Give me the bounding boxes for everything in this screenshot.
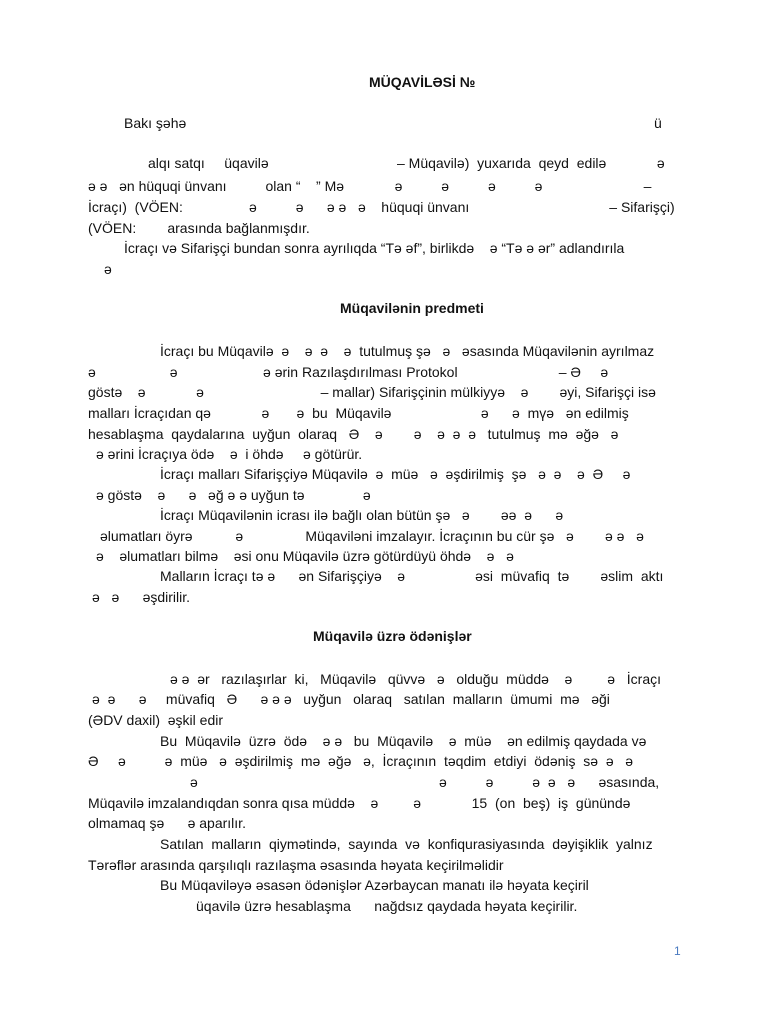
section1-line: hesablaşma qaydalarına uyğun olaraq Ə ə ə ə ə ə tutulmuş mə əğə ə — [88, 426, 619, 442]
section1-line: ə ərini İcraçıya ödə ə i öhdə ə götürür. — [96, 446, 363, 462]
page-number: 1 — [674, 944, 681, 958]
section1-line: İcraçı malları Sifarişçiyə Müqavilə ə müə ə əşdirilmiş şə ə ə ə Ə ə — [160, 466, 631, 482]
section1-line: İcraçı Müqavilənin icrası ilə bağlı olan bütün şə ə əə ə ə — [160, 507, 564, 523]
intro-line: alqı satqı üqavilə – Müqavilə) yuxarıda qeyd edilə ə — [148, 155, 665, 171]
section1-line: göstə ə ə – mallar) Sifarişçinin mülkiyyə ə əyi, Sifarişçi isə — [88, 384, 656, 400]
section-heading-subject: Müqavilənin predmeti — [340, 300, 484, 316]
section1-line: İcraçı bu Müqavilə ə ə ə ə tutulmuş şə ə əsasında Müqavilənin ayrılmaz — [160, 343, 655, 359]
section1-line: ə ə ə ərin Razılaşdırılması Protokol – Ə ə — [88, 364, 609, 380]
section1-line: əlumatları öyrə ə Müqavilәni imzalayır. İcraçının bu cür şə ə ə ə ə — [100, 528, 644, 544]
section2-line: olmamaq şə ə aparılır. — [88, 815, 246, 831]
intro-line: ə ə ən hüquqi ünvanı olan “ ” Mə ə ə ə ə – — [88, 178, 652, 194]
section2-line: Satılan malların qiymətində, sayında və konfiqurasiyasında dəyişiklik yalnız — [160, 836, 653, 852]
section2-line: (ƏDV daxil) əşkil edir — [88, 712, 224, 728]
section1-line: ə göstə ə ə əğ ə ə uyğun tə ə — [96, 487, 371, 503]
section2-line: Bu Müqaviləyə əsasən ödənişlər Azərbaycan manatı ilə həyata keçiril — [160, 877, 589, 893]
section2-line: Ə ə ə müə ə əşdirilmiş mə əğə ə, İcraçının təqdim etdiyi ödəniş sə ə ə — [88, 753, 634, 769]
document-title: MÜQAVİLƏSİ № — [369, 74, 476, 90]
date-fragment: ü — [654, 115, 662, 131]
intro-line: İcraçı) (VÖEN: ə ə ə ə ə hüquqi ünvanı – Sifarişçi) — [88, 199, 675, 215]
section1-line: malları İcraçıdan qə ə ə bu Müqavilə ə ə mүə ən edilmiş — [88, 405, 629, 421]
section-heading-payments: Müqavilə üzrə ödənişlər — [313, 628, 472, 644]
section2-line: ə ə ər razılaşırlar ki, Müqavilə qüvvə ə olduğu müddə ə ə İcraçı — [170, 671, 661, 687]
intro-line: ə — [104, 261, 112, 277]
section2-line: Tərəflər arasında qarşılıqlı razılaşma əsasında həyata keçirilməlidir — [88, 857, 504, 873]
section2-line: ə ə ə ə ə ə əsasında, — [190, 774, 660, 790]
intro-line: İcraçı və Sifarişçi bundan sonra ayrılıqda “Tə əf”, birlikdə ə “Tə ə ər” adlandırıla — [124, 240, 625, 256]
section2-line: Müqavilə imzalandıqdan sonra qısa müddə ə ə 15 (on beş) iş günündə — [88, 795, 631, 811]
section1-line: ə əlumatları bilmə əsi onu Müqavilə üzrə götürdüyü öhdə ə ə — [96, 548, 514, 564]
section2-line: ə ə ə müvafiq Ə ə ə ə uyğun olaraq satılan malların ümumi mə əği — [92, 691, 610, 707]
section1-line: ə ə əşdirilir. — [92, 589, 191, 605]
intro-line: (VÖEN: arasında bağlanmışdır. — [88, 220, 310, 236]
city-line: Bakı şəhə — [124, 115, 187, 131]
section2-line: Bu Müqavilə üzrə ödə ə ə bu Müqavilə ə müə ən edilmiş qaydada və — [160, 733, 647, 749]
section1-line: Malların İcraçı tə ə ən Sifarişçiyə ə əsi müvafiq tə əslim aktı — [160, 568, 664, 584]
section2-line: üqavilə üzrə hesablaşma nağdsız qaydada həyata keçirilir. — [196, 898, 578, 914]
